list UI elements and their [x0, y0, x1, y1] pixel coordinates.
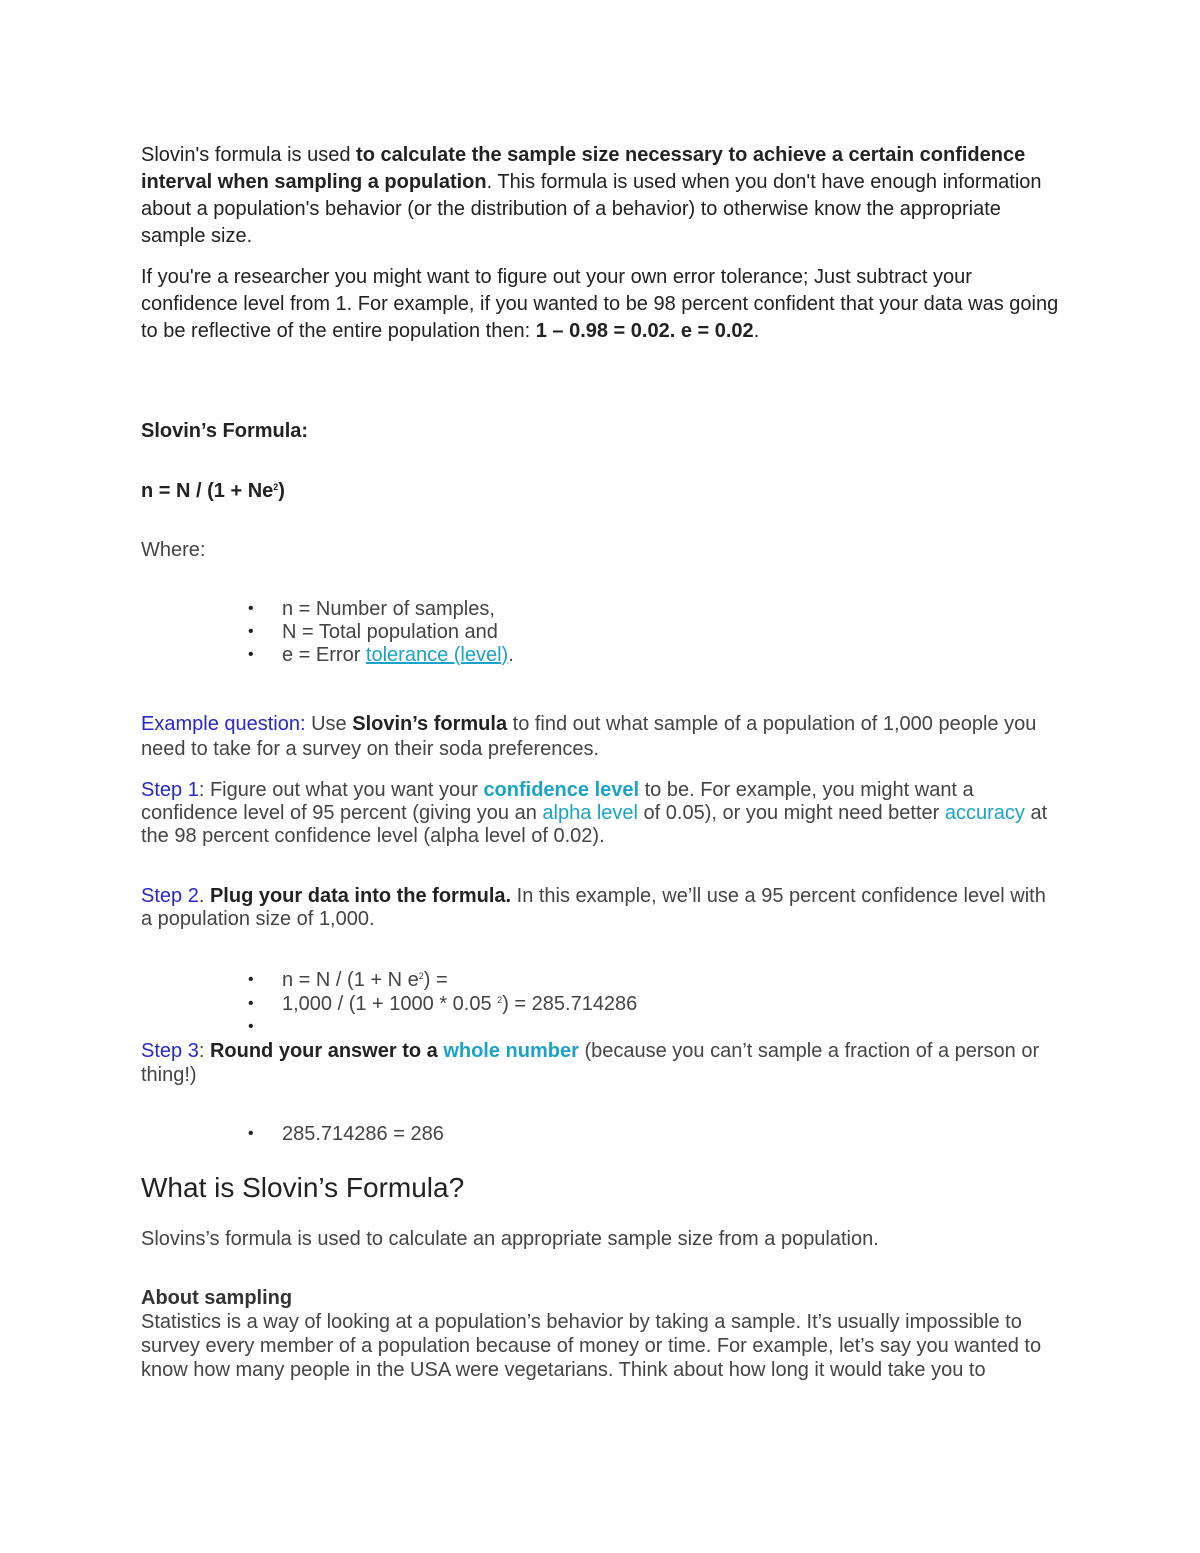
step-3-text: (because you can’t sample a fraction of a person or thing!) [141, 1040, 1040, 1086]
example-label: Example question: [141, 713, 306, 735]
bullet: • [248, 646, 254, 663]
step-1-text-3: of 0.05), or you might need better [638, 802, 945, 824]
step-1 [141, 779, 1061, 848]
where-label: Where: [141, 539, 206, 561]
rounded-result: 285.714286 = 286 [282, 1123, 444, 1145]
calc-step-1 [282, 968, 448, 992]
bullet: • [248, 600, 254, 617]
confidence-level-link[interactable]: confidence level [483, 779, 640, 801]
calc-text: n = N / (1 + N e [282, 969, 419, 991]
example-text: Use [305, 713, 353, 735]
bullet: • [248, 1125, 254, 1142]
accuracy-link[interactable]: accuracy [944, 802, 1025, 824]
definition-n: n = Number of samples, [282, 598, 495, 620]
step-2 [141, 885, 1061, 931]
calc-text-end: ) = [423, 969, 448, 991]
step-1-text-end: at the 98 percent confidence level (alpha level of 0.02). [141, 802, 1048, 847]
dot: . [198, 885, 210, 907]
formula-equation-text: n = N / (1 + Ne [141, 480, 274, 502]
calc-text-end: ) = 285.714286 [502, 993, 638, 1015]
step-2-bold: Plug your data into the formula. [209, 885, 512, 907]
definition-e [282, 643, 514, 667]
exponent: 2 [418, 971, 424, 981]
step-1-text-2: to be. For example, you might want a confidence level of 95 percent (giving you an [141, 779, 974, 824]
about-sampling-heading: About sampling [141, 1287, 293, 1309]
period: . [508, 644, 514, 666]
formula-heading: Slovin’s Formula: [141, 420, 309, 442]
alpha-level-link[interactable]: alpha level [542, 802, 638, 824]
example-question [141, 712, 1061, 762]
definition-N: N = Total population and [282, 621, 498, 643]
section-heading: What is Slovin’s Formula? [141, 1172, 465, 1203]
definition-e-text: e = Error [282, 644, 366, 666]
example-bold: Slovin’s formula [352, 713, 508, 735]
example-text-end: to find out what sample of a population of 1,000 people you need to take for a survey on their soda preferences. [141, 713, 1037, 760]
step-2-label: Step 2 [141, 885, 199, 907]
step-3 [141, 1039, 1061, 1087]
error-tolerance-text: If you're a researcher you might want to figure out your own error tolerance; Just subtract your confidence level from 1. For example, if you wanted to be 98 percent confident that your data was going to be reflective of the entire population then: [141, 266, 1059, 342]
colon: : [198, 1040, 210, 1062]
section-intro: Slovins’s formula is used to calculate an appropriate sample size from a population. [141, 1228, 879, 1250]
about-sampling-body: Statistics is a way of looking at a population’s behavior by taking a sample. It’s usually impossible to survey every member of a population because of money or time. For example, let’s say you wanted to know how many people in the USA were vegetarians. Think about how long it would take you to [141, 1311, 1042, 1381]
colon: : [198, 779, 210, 801]
calc-step-2 [282, 992, 637, 1016]
formula-exponent: 2 [273, 482, 279, 492]
error-tolerance-calc: 1 – 0.98 = 0.02. e = 0.02 [535, 320, 754, 342]
intro-text: Slovin's formula is used [141, 144, 357, 166]
intro-paragraph-2 [141, 264, 1061, 345]
intro-paragraph-1 [141, 142, 1061, 250]
whole-number-link[interactable]: whole number [443, 1040, 579, 1062]
intro-text-end: . This formula is used when you don't have enough information about a population's behavior (or the distribution of a behavior) to otherwise know the appropriate sample size. [141, 171, 1042, 247]
exponent: 2 [497, 995, 503, 1005]
formula-equation [141, 478, 1061, 504]
step-2-text: In this example, we’ll use a 95 percent confidence level with a population size of 1,000. [141, 885, 1046, 930]
intro-bold-text: to calculate the sample size necessary to achieve a certain confidence interval when sampling a population [141, 144, 1026, 193]
period: . [753, 320, 760, 342]
step-1-text: Figure out what you want your [209, 779, 484, 801]
bullet: • [248, 971, 254, 988]
step-1-label: Step 1 [141, 779, 199, 801]
tolerance-level-link[interactable]: tolerance (level) [365, 644, 509, 666]
step-3-bold: Round your answer to a [209, 1040, 444, 1062]
bullet: • [248, 623, 254, 640]
step-3-label: Step 3 [141, 1040, 199, 1062]
calc-text: 1,000 / (1 + 1000 * 0.05 [282, 993, 498, 1015]
bullet: • [248, 1018, 254, 1035]
formula-close: ) [278, 480, 285, 502]
bullet: • [248, 995, 254, 1012]
